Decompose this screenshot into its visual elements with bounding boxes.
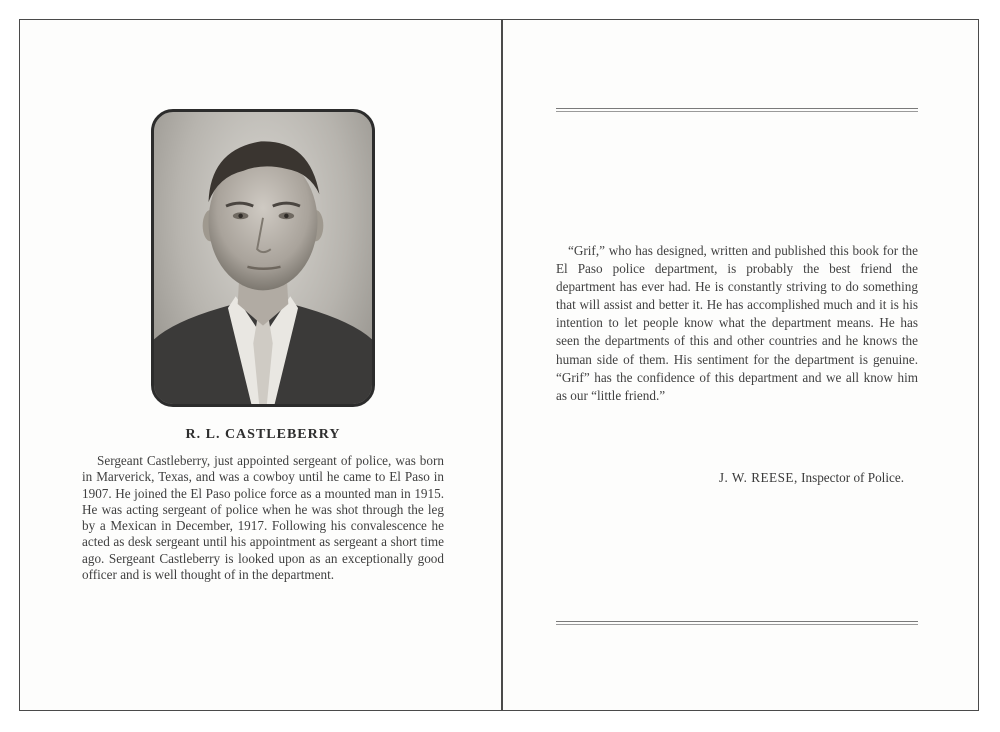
portrait-illustration (154, 112, 372, 404)
bottom-ornamental-rule (556, 621, 918, 625)
signature-name: J. W. REESE, (718, 470, 798, 485)
book-spread (19, 19, 979, 711)
tribute-paragraph: “Grif,” who has designed, written and published this book for the El Paso police department, is probably the best friend the department has ever had. He is constantly striving to do something that will assist and better it. He has accomplished much and it is his intention to let people know what the department means. He has seen the departments of this and other countries and he knows the human side of them. His sentiment for the department is genuine. “Grif” has the confidence of this department and we all know him as our “little friend.” (556, 243, 918, 403)
signature-line (556, 470, 904, 486)
page-gutter (501, 20, 503, 710)
top-ornamental-rule (556, 108, 918, 112)
signature-title: Inspector of Police. (801, 470, 904, 485)
biography-paragraph: Sergeant Castleberry, just appointed sergeant of police, was born in Marverick, Texas, and was a cowboy until he came to El Paso in 1907. He joined the El Paso police force as a mounted man in 1915. He was acting sergeant of police when he was shot through the leg by a Mexican in December, 1917. Following his convalescence he acted as desk sergeant until his appointment as sergeant a short time ago. Sergeant Castleberry is looked upon as an exceptionally good officer and is well thought of in the department. (82, 453, 444, 583)
portrait-photo (151, 109, 375, 407)
subject-name: R. L. CASTLEBERRY (185, 427, 341, 442)
